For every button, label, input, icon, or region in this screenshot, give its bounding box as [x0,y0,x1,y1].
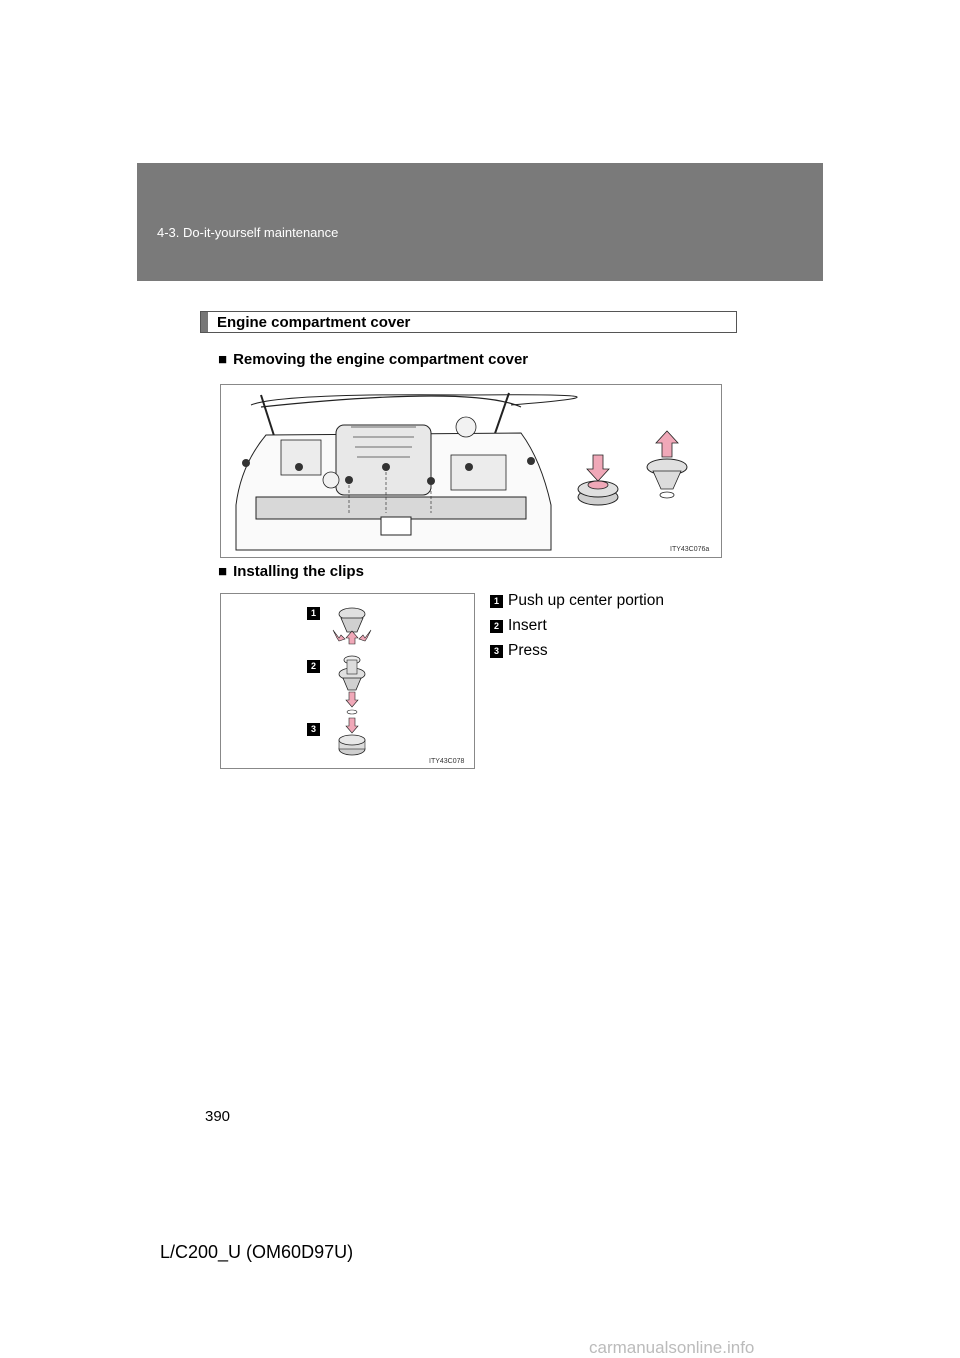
step-2-text: Insert [508,617,547,634]
header-band [137,163,823,281]
engine-compartment-figure [220,384,722,558]
figure-code: ITY43C078 [429,758,465,765]
step-2-badge: 2 [490,620,503,633]
clip-illustration [221,594,474,768]
removing-heading [218,351,528,368]
engine-compartment-illustration [221,385,721,557]
subheading-bar [201,312,208,332]
section-label: 4-3. Do-it-yourself maintenance [157,225,339,240]
subheading-box [200,311,737,333]
figure-code: ITY43C076a [670,546,710,553]
square-bullet-icon: ■ [218,563,228,580]
step-3-text: Press [508,642,548,659]
square-bullet-icon: ■ [218,351,228,368]
figure-step-2-badge: 2 [307,660,320,673]
clip-install-figure [220,593,475,769]
removing-title: Removing the engine compartment cover [233,351,529,368]
page-number: 390 [205,1108,231,1125]
installing-heading [218,563,364,580]
installing-title: Installing the clips [233,563,364,580]
watermark: carmanualsonline.info [589,1338,755,1357]
figure-step-1-badge: 1 [307,607,320,620]
step-3-badge: 3 [490,645,503,658]
subheading-title: Engine compartment cover [217,314,411,331]
figure-step-3-badge: 3 [307,723,320,736]
step-1-badge: 1 [490,595,503,608]
step-1-text: Push up center portion [508,592,664,609]
model-code: L/C200_U (OM60D97U) [160,1242,354,1262]
